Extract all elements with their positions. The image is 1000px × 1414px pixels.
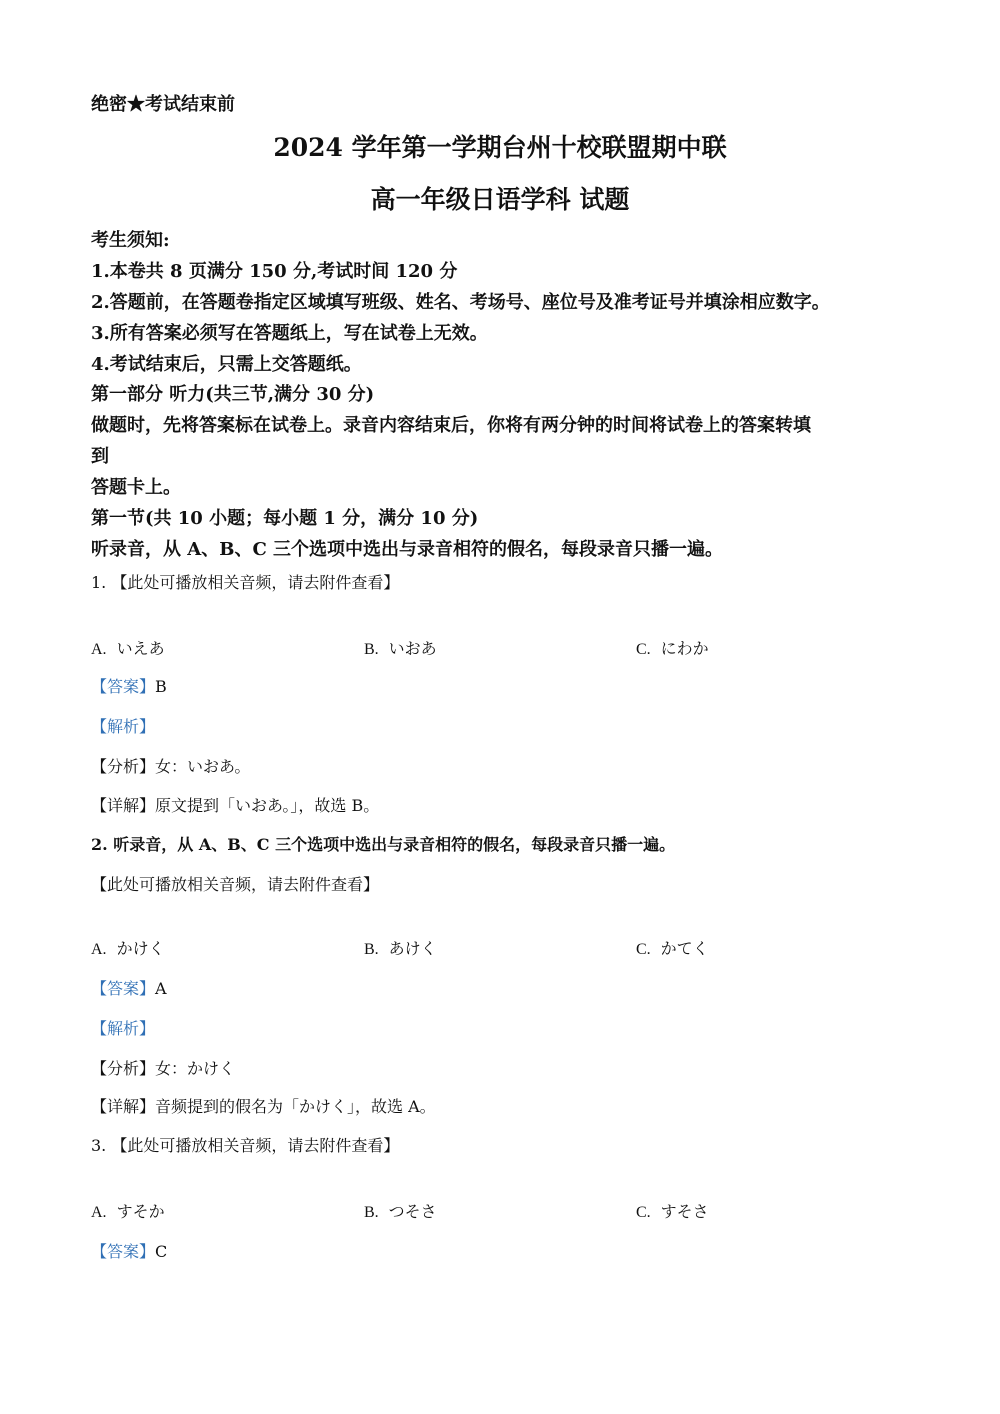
- option-text: すそか: [116, 1202, 165, 1221]
- notice-item-2: 2.答题前，在答题卷指定区域填写班级、姓名、考场号、座位号及准考证号并填涂相应数字。: [91, 292, 830, 313]
- answer-tag: 【答案】: [91, 1242, 156, 1261]
- option-label: A.: [91, 1204, 107, 1221]
- option-text: いえあ: [116, 639, 165, 658]
- option-text: かてく: [660, 939, 709, 958]
- option-label: B.: [364, 1204, 379, 1221]
- option-label: C.: [636, 641, 651, 658]
- option-text: かけく: [116, 939, 165, 958]
- option-label: B.: [364, 641, 379, 658]
- question-2-fenxi: 【分析】女：かけく: [91, 1059, 236, 1078]
- question-1-option-c: [636, 636, 709, 659]
- section1-instruction: 听录音，从 A、B、C 三个选项中选出与录音相符的假名，每段录音只播一遍。: [91, 539, 724, 560]
- option-label: B.: [364, 941, 379, 958]
- section1-heading: 第一节(共 10 小题；每小题 1 分，满分 10 分): [91, 508, 479, 529]
- answer-tag: 【答案】: [91, 979, 156, 998]
- question-3-option-a: [91, 1199, 165, 1222]
- question-2-option-c: [636, 936, 709, 959]
- question-2-xiangjie: 【详解】音频提到的假名为「かけく」，故选 A。: [91, 1097, 436, 1116]
- part1-instruction-line3: 答题卡上。: [91, 477, 181, 498]
- question-2-option-b: [364, 936, 437, 959]
- notice-heading: 考生须知:: [91, 230, 170, 251]
- confidential-mark: 绝密★考试结束前: [91, 94, 235, 115]
- part1-instruction-line2: 到: [91, 446, 109, 467]
- question-3-option-c: [636, 1199, 709, 1222]
- option-label: A.: [91, 941, 107, 958]
- exam-title-line2: 高一年级日语学科 试题: [370, 185, 630, 214]
- question-1-analysis-tag: 【解析】: [91, 717, 156, 736]
- question-3-option-b: [364, 1199, 437, 1222]
- answer-value: C: [155, 1242, 168, 1261]
- option-text: すそさ: [660, 1202, 709, 1221]
- option-text: あけく: [388, 939, 437, 958]
- question-1-option-a: [91, 636, 165, 659]
- option-text: つそさ: [388, 1202, 437, 1221]
- notice-item-1: 1.本卷共 8 页满分 150 分,考试时间 120 分: [91, 261, 458, 282]
- question-3-answer: [91, 1239, 167, 1262]
- option-label: C.: [636, 1204, 651, 1221]
- option-label: A.: [91, 641, 107, 658]
- question-2-analysis-tag: 【解析】: [91, 1019, 156, 1038]
- answer-value: B: [155, 677, 167, 696]
- question-2-stem: 2. 听录音，从 A、B、C 三个选项中选出与录音相符的假名，每段录音只播一遍。: [91, 835, 676, 854]
- question-2-answer: [91, 976, 167, 999]
- question-1-stem: 1. 【此处可播放相关音频，请去附件查看】: [91, 573, 400, 592]
- notice-item-3: 3.所有答案必须写在答题纸上，写在试卷上无效。: [91, 323, 488, 344]
- question-1-answer: [91, 674, 167, 697]
- option-label: C.: [636, 941, 651, 958]
- answer-value: A: [155, 979, 167, 998]
- question-3-stem: 3. 【此处可播放相关音频，请去附件查看】: [91, 1136, 400, 1155]
- question-1-option-b: [364, 636, 437, 659]
- notice-item-4: 4.考试结束后，只需上交答题纸。: [91, 354, 362, 375]
- question-1-fenxi: 【分析】女：いおあ。: [91, 757, 251, 776]
- part1-heading: 第一部分 听力(共三节,满分 30 分): [91, 384, 375, 405]
- answer-tag: 【答案】: [91, 677, 156, 696]
- option-text: いおあ: [388, 639, 437, 658]
- part1-instruction-line1: 做题时，先将答案标在试卷上。录音内容结束后，你将有两分钟的时间将试卷上的答案转填: [91, 415, 811, 436]
- option-text: にわか: [660, 639, 709, 658]
- question-2-option-a: [91, 936, 165, 959]
- exam-title-line1: 2024 学年第一学期台州十校联盟期中联: [273, 133, 727, 162]
- question-1-xiangjie: 【详解】原文提到「いおあ。」，故选 B。: [91, 796, 380, 815]
- question-2-audio-note: 【此处可播放相关音频，请去附件查看】: [91, 875, 380, 894]
